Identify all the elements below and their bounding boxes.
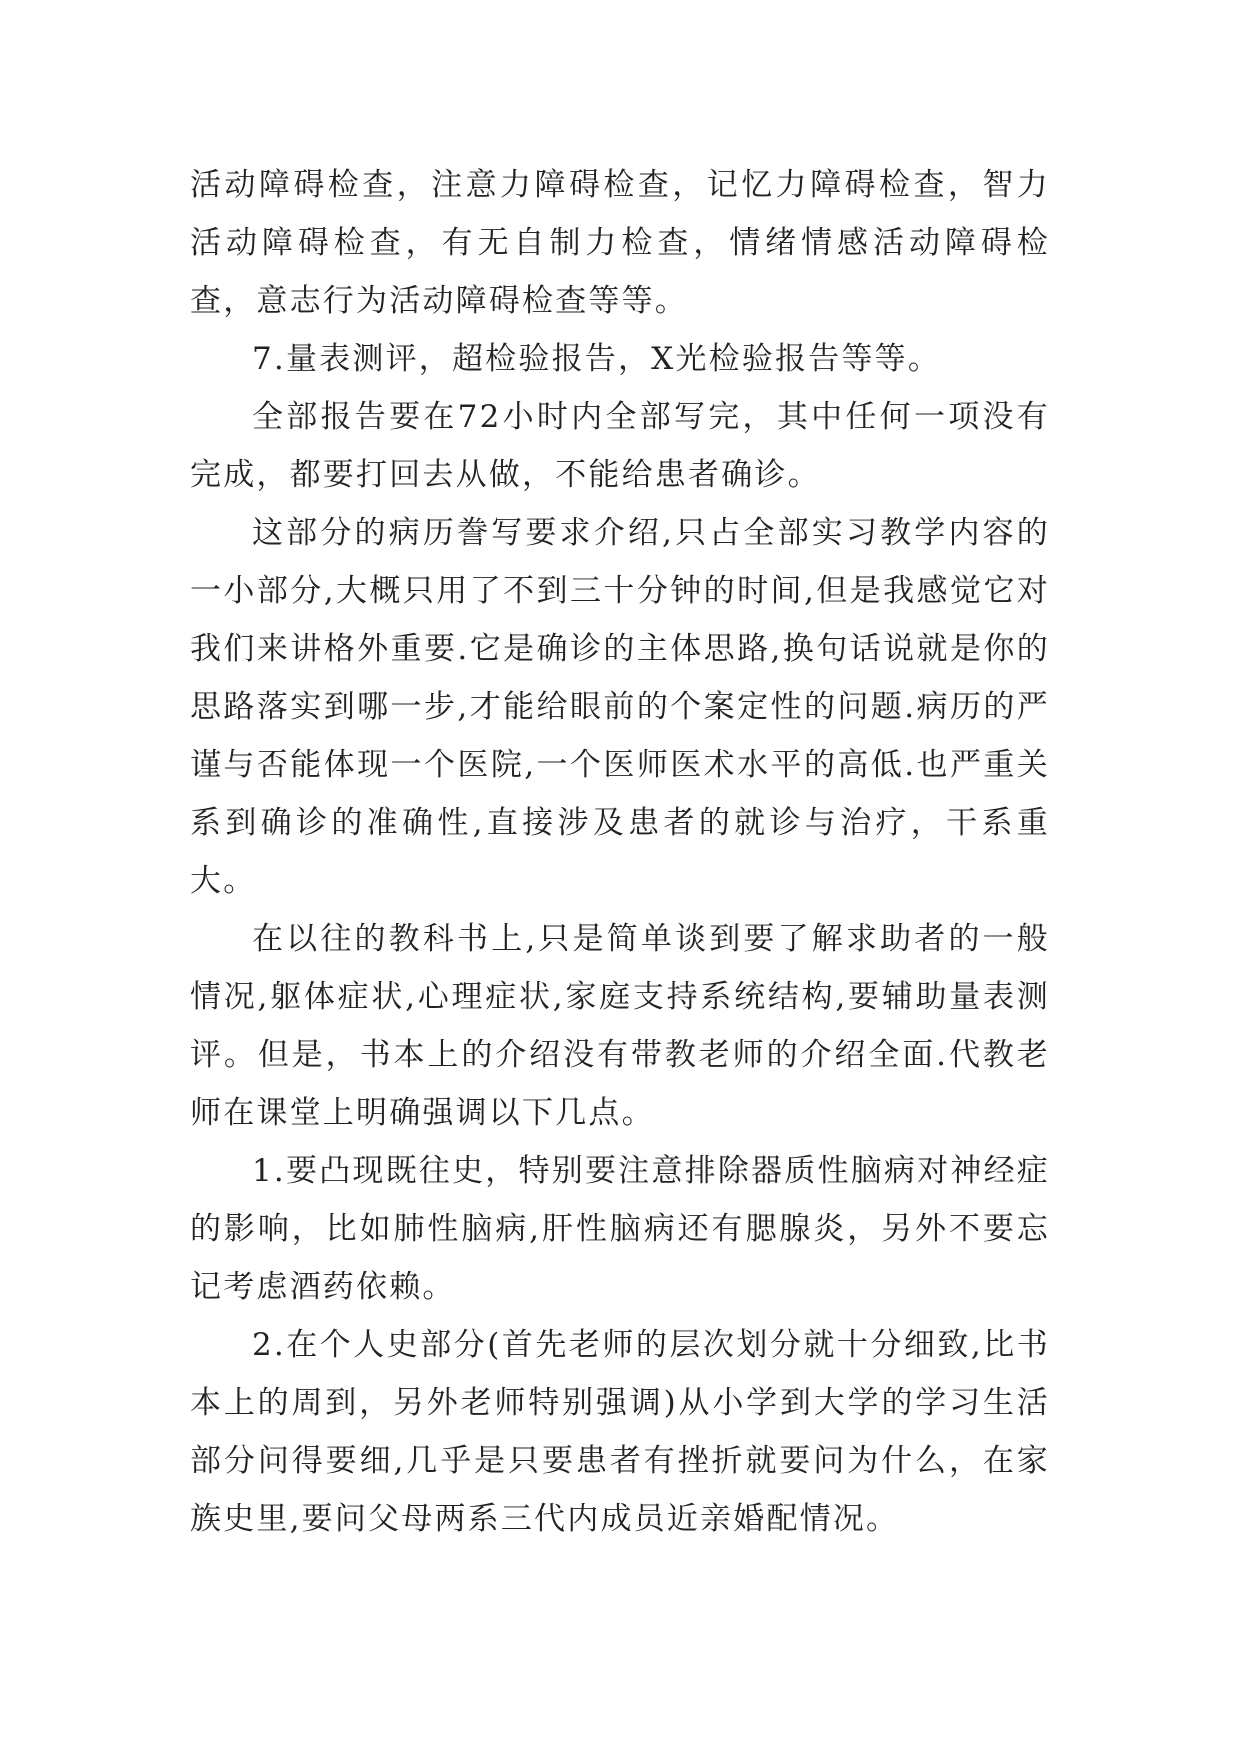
paragraph-1: 活动障碍检查，注意力障碍检查，记忆力障碍检查，智力活动障碍检查，有无自制力检查，情绪情感活动障碍检查，意志行为活动障碍检查等等。 [190, 167, 1050, 319]
body-text [190, 156, 1050, 1548]
paragraph-5: 在以往的教科书上,只是简单谈到要了解求助者的一般情况,躯体症状,心理症状,家庭支持系统结构,要辅助量表测评。但是，书本上的介绍没有带教老师的介绍全面.代教老师在课堂上明确强调以下几点。 [190, 921, 1050, 1131]
paragraph-3: 全部报告要在72小时内全部写完，其中任何一项没有完成，都要打回去从做，不能给患者确诊。 [190, 399, 1050, 493]
paragraph-7: 2.在个人史部分(首先老师的层次划分就十分细致,比书本上的周到，另外老师特别强调)从小学到大学的学习生活部分问得要细,几乎是只要患者有挫折就要问为什么，在家族史里,要问父母两系三代内成员近亲婚配情况。 [190, 1327, 1050, 1537]
paragraph-4: 这部分的病历誊写要求介绍,只占全部实习教学内容的一小部分,大概只用了不到三十分钟的时间,但是我感觉它对我们来讲格外重要.它是确诊的主体思路,换句话说就是你的思路落实到哪一步,才能给眼前的个案定性的问题.病历的严谨与否能体现一个医院,一个医师医术水平的高低.也严重关系到确诊的准确性,直接涉及患者的就诊与治疗，干系重大。 [190, 515, 1050, 899]
paragraph-2: 7.量表测评，超检验报告，X光检验报告等等。 [252, 341, 942, 377]
paragraph-6: 1.要凸现既往史，特别要注意排除器质性脑病对神经症的影响，比如肺性脑病,肝性脑病还有腮腺炎，另外不要忘记考虑酒药依赖。 [190, 1153, 1050, 1305]
